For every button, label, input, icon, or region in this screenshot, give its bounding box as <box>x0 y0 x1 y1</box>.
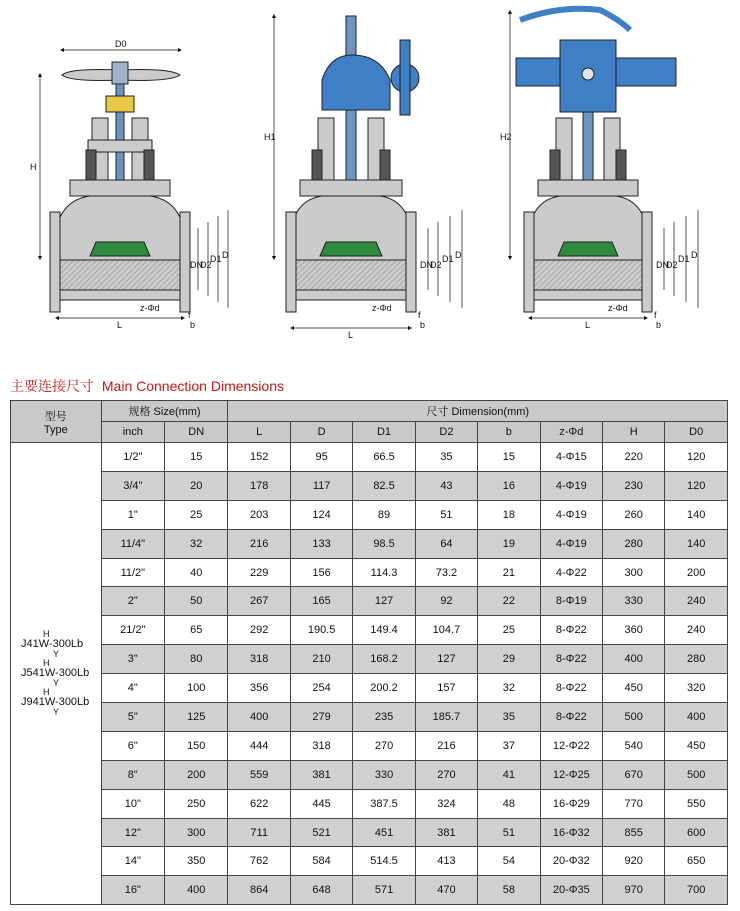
table-cell: 1/2" <box>101 443 164 472</box>
table-cell: 2" <box>101 587 164 616</box>
table-cell: 279 <box>290 703 352 732</box>
table-cell: 320 <box>665 674 728 703</box>
table-cell: 381 <box>415 818 477 847</box>
table-cell: 400 <box>228 703 290 732</box>
type-model-name: J541W-300Lb <box>21 667 90 680</box>
table-cell: 95 <box>290 443 352 472</box>
table-cell: 20 <box>165 471 228 500</box>
table-cell: 330 <box>603 587 665 616</box>
table-cell: 250 <box>165 789 228 818</box>
type-model-sub: Y <box>53 707 60 718</box>
table-cell: 216 <box>228 529 290 558</box>
label-dn: DN <box>190 260 203 270</box>
table-cell: 5" <box>101 703 164 732</box>
table-cell: 20-Φ35 <box>540 876 602 905</box>
label-dn-2: DN <box>420 260 433 270</box>
header-type-en: Type <box>43 423 68 436</box>
column-header: D2 <box>415 422 477 443</box>
label-h2: H2 <box>500 132 512 142</box>
label-l: L <box>117 320 123 330</box>
table-cell: 584 <box>290 847 352 876</box>
dimension-table <box>10 400 728 905</box>
table-cell: 600 <box>665 818 728 847</box>
table-cell: 16" <box>101 876 164 905</box>
table-cell: 559 <box>228 760 290 789</box>
table-cell: 200.2 <box>353 674 415 703</box>
table-cell: 190.5 <box>290 616 352 645</box>
table-row <box>11 645 728 674</box>
table-cell: 387.5 <box>353 789 415 818</box>
column-header: z-Φd <box>540 422 602 443</box>
table-cell: 450 <box>665 731 728 760</box>
table-cell: 350 <box>165 847 228 876</box>
label-b-3: b <box>656 320 662 330</box>
table-cell: 89 <box>353 500 415 529</box>
table-cell: 22 <box>478 587 540 616</box>
table-cell: 3" <box>101 645 164 674</box>
table-cell: 670 <box>603 760 665 789</box>
table-cell: 260 <box>603 500 665 529</box>
label-d1: D1 <box>210 254 222 264</box>
table-cell: 43 <box>415 471 477 500</box>
table-cell: 8-Φ19 <box>540 587 602 616</box>
table-cell: 648 <box>290 876 352 905</box>
table-cell: 470 <box>415 876 477 905</box>
label-d2-3: D2 <box>666 260 678 270</box>
table-cell: 48 <box>478 789 540 818</box>
table-row <box>11 558 728 587</box>
table-cell: 16-Φ29 <box>540 789 602 818</box>
label-d0: D0 <box>115 39 127 49</box>
table-cell: 280 <box>603 529 665 558</box>
column-header: D1 <box>353 422 415 443</box>
table-cell: 157 <box>415 674 477 703</box>
header-type <box>11 401 102 443</box>
table-cell: 330 <box>353 760 415 789</box>
table-cell: 66.5 <box>353 443 415 472</box>
table-cell: 178 <box>228 471 290 500</box>
table-cell: 50 <box>165 587 228 616</box>
table-cell: 80 <box>165 645 228 674</box>
table-cell: 54 <box>478 847 540 876</box>
table-row <box>11 674 728 703</box>
table-cell: 300 <box>165 818 228 847</box>
table-cell: 149.4 <box>353 616 415 645</box>
table-row <box>11 789 728 818</box>
table-row <box>11 731 728 760</box>
table-cell: 4-Φ15 <box>540 443 602 472</box>
table-cell: 92 <box>415 587 477 616</box>
table-row <box>11 703 728 732</box>
table-cell: 165 <box>290 587 352 616</box>
valve-drawings <box>0 0 740 345</box>
type-model-sub: Y <box>53 678 60 689</box>
label-b-2: b <box>420 320 426 330</box>
label-d2-2: D2 <box>430 260 442 270</box>
table-cell: 220 <box>603 443 665 472</box>
table-cell: 35 <box>415 443 477 472</box>
table-cell: 400 <box>603 645 665 674</box>
type-model-sub: Y <box>53 649 60 660</box>
table-cell: 29 <box>478 645 540 674</box>
table-cell: 25 <box>478 616 540 645</box>
table-cell: 21/2" <box>101 616 164 645</box>
table-cell: 400 <box>165 876 228 905</box>
table-row <box>11 818 728 847</box>
table-cell: 11/4" <box>101 529 164 558</box>
table-cell: 15 <box>478 443 540 472</box>
table-cell: 98.5 <box>353 529 415 558</box>
table-cell: 150 <box>165 731 228 760</box>
table-cell: 20-Φ32 <box>540 847 602 876</box>
type-model-sup: H <box>43 658 50 669</box>
table-cell: 450 <box>603 674 665 703</box>
table-cell: 500 <box>603 703 665 732</box>
table-cell: 15 <box>165 443 228 472</box>
table-cell: 35 <box>478 703 540 732</box>
table-cell: 4-Φ19 <box>540 500 602 529</box>
table-cell: 127 <box>415 645 477 674</box>
table-cell: 8-Φ22 <box>540 645 602 674</box>
section-title-en: Main Connection Dimensions <box>101 378 284 394</box>
table-cell: 267 <box>228 587 290 616</box>
table-cell: 117 <box>290 471 352 500</box>
table-cell: 240 <box>665 587 728 616</box>
gear-valve-drawing <box>264 16 462 340</box>
section-title-cn: 主要连接尺寸 <box>10 378 94 394</box>
column-header-row <box>11 422 728 443</box>
table-cell: 300 <box>603 558 665 587</box>
label-zd-3: z-Φd <box>608 303 628 313</box>
column-header: H <box>603 422 665 443</box>
label-h1: H1 <box>264 132 276 142</box>
table-cell: 156 <box>290 558 352 587</box>
header-type-cn: 型号 <box>44 410 67 423</box>
table-cell: 65 <box>165 616 228 645</box>
table-row <box>11 616 728 645</box>
table-cell: 200 <box>165 760 228 789</box>
table-cell: 16-Φ32 <box>540 818 602 847</box>
table-cell: 4" <box>101 674 164 703</box>
header-size-group: 规格 Size(mm) <box>101 401 228 422</box>
table-cell: 12-Φ22 <box>540 731 602 760</box>
table-cell: 152 <box>228 443 290 472</box>
table-cell: 73.2 <box>415 558 477 587</box>
table-cell: 400 <box>665 703 728 732</box>
table-cell: 14" <box>101 847 164 876</box>
table-cell: 4-Φ22 <box>540 558 602 587</box>
table-cell: 133 <box>290 529 352 558</box>
table-cell: 571 <box>353 876 415 905</box>
label-d: D <box>222 250 229 260</box>
handwheel-valve-drawing <box>30 39 229 330</box>
table-cell: 124 <box>290 500 352 529</box>
label-f-3: f <box>654 310 657 320</box>
table-row <box>11 876 728 905</box>
type-model-sup: H <box>43 629 50 640</box>
label-d-2: D <box>455 250 462 260</box>
table-cell: 413 <box>415 847 477 876</box>
table-cell: 64 <box>415 529 477 558</box>
table-cell: 140 <box>665 500 728 529</box>
table-cell: 3/4" <box>101 471 164 500</box>
table-cell: 104.7 <box>415 616 477 645</box>
table-cell: 11/2" <box>101 558 164 587</box>
label-f-2: f <box>418 310 421 320</box>
table-cell: 500 <box>665 760 728 789</box>
table-cell: 280 <box>665 645 728 674</box>
table-cell: 270 <box>415 760 477 789</box>
table-cell: 216 <box>415 731 477 760</box>
table-cell: 650 <box>665 847 728 876</box>
table-cell: 25 <box>165 500 228 529</box>
table-cell: 51 <box>478 818 540 847</box>
table-cell: 185.7 <box>415 703 477 732</box>
table-row <box>11 529 728 558</box>
table-cell: 12-Φ25 <box>540 760 602 789</box>
table-row <box>11 471 728 500</box>
table-cell: 235 <box>353 703 415 732</box>
table-cell: 16 <box>478 471 540 500</box>
label-l-3: L <box>585 320 591 330</box>
table-cell: 864 <box>228 876 290 905</box>
table-cell: 770 <box>603 789 665 818</box>
table-cell: 19 <box>478 529 540 558</box>
table-row <box>11 443 728 472</box>
table-cell: 21 <box>478 558 540 587</box>
table-cell: 125 <box>165 703 228 732</box>
table-cell: 356 <box>228 674 290 703</box>
column-header: DN <box>165 422 228 443</box>
label-d1-3: D1 <box>678 254 690 264</box>
table-cell: 127 <box>353 587 415 616</box>
label-d-3: D <box>691 250 698 260</box>
table-cell: 12" <box>101 818 164 847</box>
table-row <box>11 587 728 616</box>
table-cell: 451 <box>353 818 415 847</box>
table-cell: 324 <box>415 789 477 818</box>
table-cell: 270 <box>353 731 415 760</box>
table-cell: 445 <box>290 789 352 818</box>
table-cell: 550 <box>665 789 728 818</box>
label-b: b <box>190 320 196 330</box>
table-cell: 120 <box>665 471 728 500</box>
label-dn-3: DN <box>656 260 669 270</box>
table-cell: 700 <box>665 876 728 905</box>
column-header: inch <box>101 422 164 443</box>
table-cell: 82.5 <box>353 471 415 500</box>
label-d1-2: D1 <box>442 254 454 264</box>
table-cell: 140 <box>665 529 728 558</box>
electric-valve-drawing <box>500 9 698 330</box>
table-cell: 4-Φ19 <box>540 471 602 500</box>
column-header: D0 <box>665 422 728 443</box>
table-cell: 41 <box>478 760 540 789</box>
table-body <box>11 443 728 905</box>
table-cell: 514.5 <box>353 847 415 876</box>
table-cell: 37 <box>478 731 540 760</box>
table-cell: 318 <box>290 731 352 760</box>
table-cell: 168.2 <box>353 645 415 674</box>
table-cell: 8-Φ22 <box>540 703 602 732</box>
table-cell: 58 <box>478 876 540 905</box>
table-cell: 711 <box>228 818 290 847</box>
table-cell: 240 <box>665 616 728 645</box>
table-cell: 381 <box>290 760 352 789</box>
table-cell: 254 <box>290 674 352 703</box>
table-cell: 762 <box>228 847 290 876</box>
table-cell: 8-Φ22 <box>540 674 602 703</box>
table-cell: 40 <box>165 558 228 587</box>
type-model-name: J41W-300Lb <box>21 638 84 651</box>
section-title <box>10 376 284 396</box>
table-row <box>11 760 728 789</box>
table-cell: 51 <box>415 500 477 529</box>
column-header: b <box>478 422 540 443</box>
table-cell: 8-Φ22 <box>540 616 602 645</box>
table-cell: 10" <box>101 789 164 818</box>
table-cell: 360 <box>603 616 665 645</box>
table-cell: 114.3 <box>353 558 415 587</box>
table-cell: 4-Φ19 <box>540 529 602 558</box>
label-zd-2: z-Φd <box>372 303 392 313</box>
table-cell: 203 <box>228 500 290 529</box>
table-cell: 18 <box>478 500 540 529</box>
table-cell: 855 <box>603 818 665 847</box>
table-cell: 318 <box>228 645 290 674</box>
type-cell <box>11 443 102 905</box>
table-cell: 521 <box>290 818 352 847</box>
label-f: f <box>188 310 191 320</box>
table-cell: 229 <box>228 558 290 587</box>
table-cell: 230 <box>603 471 665 500</box>
table-cell: 120 <box>665 443 728 472</box>
table-cell: 32 <box>165 529 228 558</box>
type-model-sup: H <box>43 687 50 698</box>
table-cell: 970 <box>603 876 665 905</box>
table-cell: 622 <box>228 789 290 818</box>
table-cell: 32 <box>478 674 540 703</box>
table-cell: 100 <box>165 674 228 703</box>
label-zd: z-Φd <box>140 303 160 313</box>
table-row <box>11 500 728 529</box>
label-l-2: L <box>348 330 354 340</box>
table-cell: 200 <box>665 558 728 587</box>
table-cell: 210 <box>290 645 352 674</box>
type-model-name: J941W-300Lb <box>21 696 90 709</box>
column-header: L <box>228 422 290 443</box>
table-cell: 292 <box>228 616 290 645</box>
table-cell: 540 <box>603 731 665 760</box>
label-d2: D2 <box>200 260 212 270</box>
table-cell: 920 <box>603 847 665 876</box>
table-cell: 6" <box>101 731 164 760</box>
column-header: D <box>290 422 352 443</box>
table-cell: 8" <box>101 760 164 789</box>
label-h: H <box>30 162 37 172</box>
header-dimension-group: 尺寸 Dimension(mm) <box>228 401 728 422</box>
table-cell: 1" <box>101 500 164 529</box>
table-cell: 444 <box>228 731 290 760</box>
table-row <box>11 847 728 876</box>
